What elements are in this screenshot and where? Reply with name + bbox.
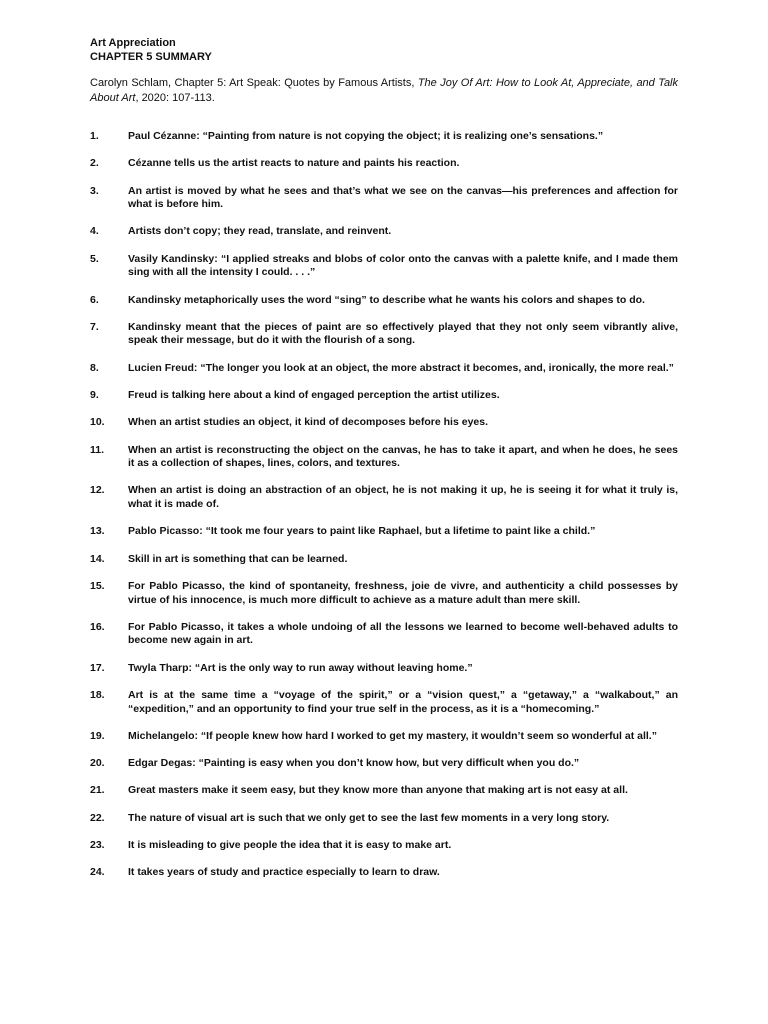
list-item-text: When an artist is doing an abstraction of an object, he is not making it up, he is seeing it for what it truly is, what it is made of. [128, 484, 678, 511]
list-item-number: 7. [90, 320, 99, 333]
list-item [90, 553, 678, 567]
list-item [90, 362, 678, 376]
list-item-text: Cézanne tells us the artist reacts to nature and paints his reaction. [128, 157, 460, 170]
list-item-text: Paul Cézanne: “Painting from nature is not copying the object; it is realizing one’s sensations.” [128, 130, 604, 142]
list-item-text: When an artist studies an object, it kind of decomposes before his eyes. [128, 416, 488, 429]
list-item-number: 5. [90, 252, 99, 265]
list-item-number: 13. [90, 525, 105, 538]
list-item-number: 15. [90, 579, 105, 592]
list-item-number: 12. [90, 484, 105, 497]
list-item-number: 3. [90, 184, 99, 197]
list-item-text: Great masters make it seem easy, but they know more than anyone that making art is not easy at all. [128, 784, 628, 797]
list-item-number: 1. [90, 130, 99, 142]
list-item-number: 18. [90, 688, 105, 701]
list-item-number: 2. [90, 157, 99, 170]
list-item [90, 757, 678, 771]
list-item-number: 16. [90, 620, 105, 633]
list-item [90, 294, 678, 308]
list-item-text: Art is at the same time a “voyage of the spirit,” or a “vision quest,” a “getaway,” a “walkabout,” an “expedition,” and an opportunity to find your true self in the process, as it is a “homecoming.” [128, 688, 678, 715]
citation-book-title: The Joy Of Art: How to Look At, Appreciate, and Talk About Art [90, 77, 679, 104]
list-item-text: For Pablo Picasso, the kind of spontaneity, freshness, joie de vivre, and authenticity a child possesses by virtue of his innocence, is much more difficult to achieve as a mature adult than mere skill. [128, 579, 678, 606]
list-item-number: 6. [90, 293, 99, 306]
list-item-text: The nature of visual art is such that we only get to see the last few moments in a very long story. [128, 811, 610, 824]
list-item-text: An artist is moved by what he sees and that’s what we see on the canvas—his preferences and affection for what is before him. [128, 184, 678, 211]
course-title: Art Appreciation [90, 37, 176, 49]
list-item-number: 10. [90, 416, 105, 429]
list-item-number: 14. [90, 552, 105, 565]
list-item-number: 24. [90, 866, 105, 879]
list-item-text: Skill in art is something that can be learned. [128, 552, 348, 565]
list-item-text: Michelangelo: “If people knew how hard I worked to get my mastery, it wouldn’t seem so wonderful at all.” [128, 729, 657, 742]
list-item-text: Twyla Tharp: “Art is the only way to run away without leaving home.” [128, 661, 473, 674]
list-item-number: 19. [90, 729, 105, 742]
list-item [90, 416, 678, 430]
list-item-number: 21. [90, 784, 105, 797]
list-item [90, 130, 678, 144]
list-item [90, 662, 678, 676]
list-item-number: 20. [90, 757, 105, 770]
list-item-text: When an artist is reconstructing the object on the canvas, he has to take it apart, and when he does, he sees it as a collection of shapes, lines, colors, and textures. [128, 443, 678, 470]
list-item-text: Kandinsky meant that the pieces of paint are so effectively played that they not only seem vibrantly alive, speak their message, but do it with the flourish of a song. [128, 320, 678, 347]
list-item-text: Edgar Degas: “Painting is easy when you don’t know how, but very difficult when you do.” [128, 757, 580, 770]
list-item [90, 866, 678, 880]
list-item-number: 11. [90, 443, 105, 456]
list-item [90, 580, 678, 607]
document-heading [90, 36, 212, 64]
list-item-text: It is misleading to give people the idea that it is easy to make art. [128, 838, 452, 851]
list-item [90, 621, 678, 648]
list-item-text: Artists don’t copy; they read, translate, and reinvent. [128, 225, 392, 238]
source-citation [90, 76, 678, 105]
list-item-number: 22. [90, 811, 105, 824]
list-item-text: Lucien Freud: “The longer you look at an object, the more abstract it becomes, and, ironically, the more real.” [128, 361, 674, 374]
list-item [90, 389, 678, 403]
list-item [90, 157, 678, 171]
list-item-text: It takes years of study and practice especially to learn to draw. [128, 866, 440, 879]
citation-details: , 2020: 107-113. [135, 91, 215, 104]
list-item [90, 444, 678, 471]
summary-list [90, 130, 678, 894]
list-item-number: 23. [90, 838, 105, 851]
list-item-text: Freud is talking here about a kind of engaged perception the artist utilizes. [128, 389, 500, 402]
list-item-number: 4. [90, 225, 99, 238]
list-item [90, 484, 678, 511]
chapter-summary-title: CHAPTER 5 SUMMARY [90, 51, 212, 63]
list-item-number: 8. [90, 361, 99, 374]
list-item [90, 730, 678, 744]
list-item [90, 525, 678, 539]
list-item-text: Pablo Picasso: “It took me four years to paint like Raphael, but a lifetime to paint like a child.” [128, 525, 596, 538]
list-item [90, 839, 678, 853]
list-item-number: 17. [90, 661, 105, 674]
list-item [90, 784, 678, 798]
citation-author-chapter: Carolyn Schlam, Chapter 5: Art Speak: Quotes by Famous Artists, [90, 77, 418, 89]
list-item-number: 9. [90, 389, 99, 402]
list-item [90, 185, 678, 212]
list-item [90, 225, 678, 239]
list-item [90, 253, 678, 280]
list-item [90, 689, 678, 716]
list-item [90, 321, 678, 348]
list-item [90, 812, 678, 826]
list-item-text: For Pablo Picasso, it takes a whole undoing of all the lessons we learned to become well-behaved adults to become new again in art. [128, 620, 678, 647]
list-item-text: Kandinsky metaphorically uses the word “sing” to describe what he wants his colors and shapes to do. [128, 293, 645, 306]
list-item-text: Vasily Kandinsky: “I applied streaks and blobs of color onto the canvas with a palette knife, and I made them sing with all the intensity I could. . . .” [128, 252, 678, 279]
